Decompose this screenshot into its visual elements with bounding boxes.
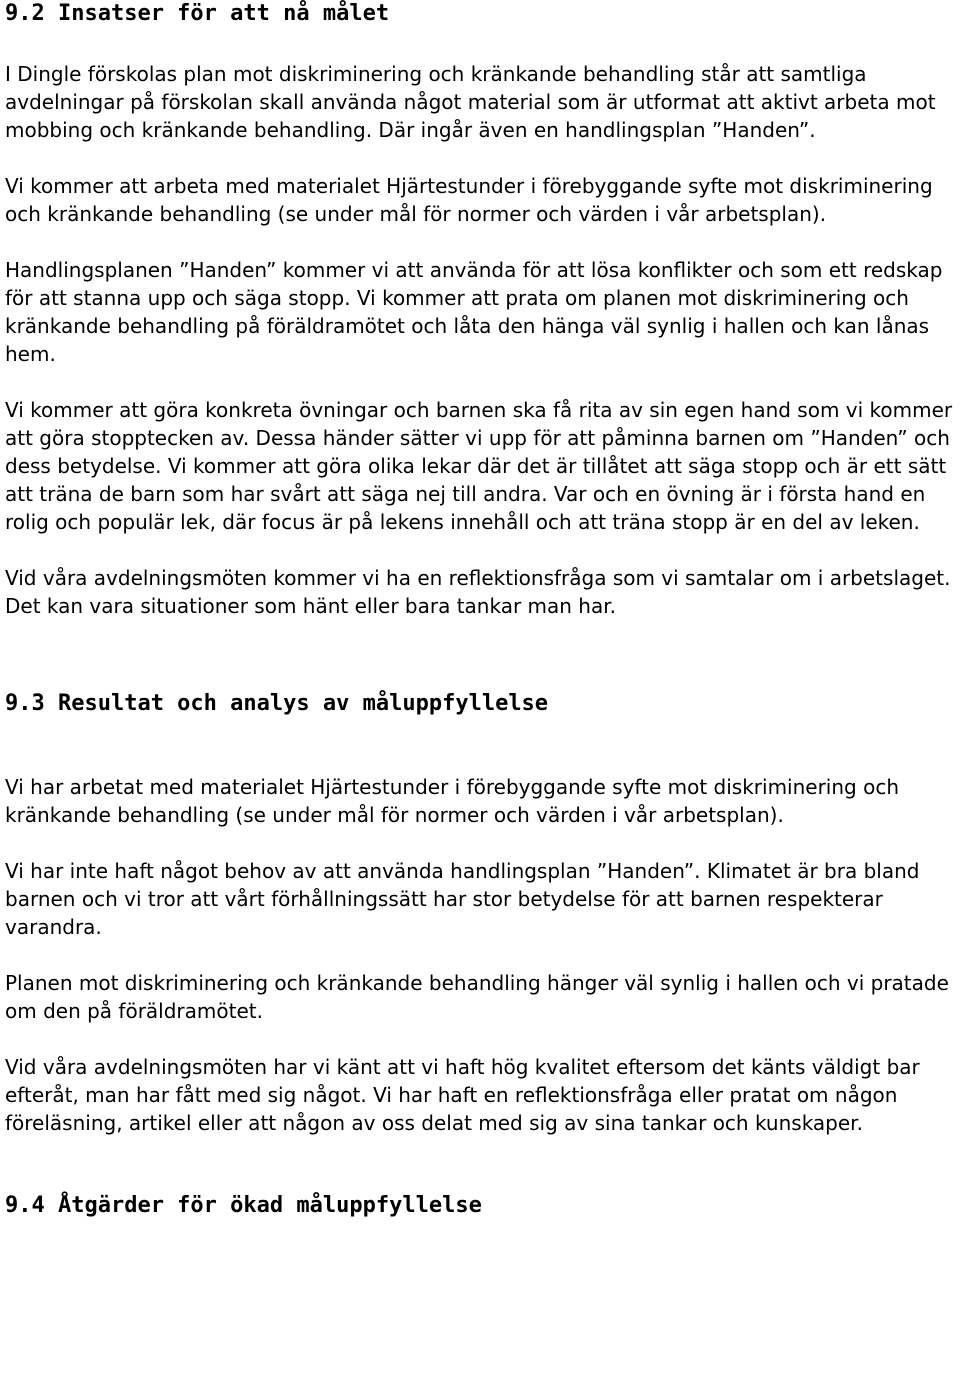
paragraph: Handlingsplanen ”Handen” kommer vi att använda för att lösa konflikter och som ett redskap för att stanna upp och säga stopp. Vi kommer att prata om planen mot diskriminering och kränkande behandling på föräldramötet och låta den hänga väl synlig i hallen och kan lånas hem. — [5, 258, 943, 366]
section-heading-9-4: 9.4 Åtgärder för ökad måluppfyllelse — [5, 1193, 482, 1218]
paragraph: Vi kommer att arbeta med materialet Hjärtestunder i förebyggande syfte mot diskriminering och kränkande behandling (se under mål för normer och värden i vår arbetsplan). — [5, 174, 933, 226]
paragraph: Vi har inte haft något behov av att använda handlingsplan ”Handen”. Klimatet är bra bland barnen och vi tror att vårt förhållningssätt har stor betydelse för att barnen respekterar varandra. — [5, 859, 920, 939]
paragraph: Vid våra avdelningsmöten kommer vi ha en reflektionsfråga som vi samtalar om i arbetslaget. Det kan vara situationer som hänt eller bara tankar man har. — [5, 566, 951, 618]
paragraph: Vid våra avdelningsmöten har vi känt att vi haft hög kvalitet eftersom det känts väldigt bar efteråt, man har fått med sig något. Vi har haft en reflektionsfråga eller pratat om någon föreläsning, artikel eller att någon av oss delat med sig av sina tankar och kunskaper. — [5, 1055, 920, 1135]
paragraph: Planen mot diskriminering och kränkande behandling hänger väl synlig i hallen och vi pratade om den på föräldramötet. — [5, 971, 949, 1023]
section-heading-9-3: 9.3 Resultat och analys av måluppfyllelse — [5, 691, 549, 716]
section-body-9-3 — [5, 773, 955, 1137]
paragraph: I Dingle förskolas plan mot diskriminering och kränkande behandling står att samtliga avdelningar på förskolan skall använda något material som är utformat att aktivt arbeta mot mobbing och kränkande behandling. Där ingår även en handlingsplan ”Handen”. — [5, 62, 936, 142]
paragraph: Vi har arbetat med materialet Hjärtestunder i förebyggande syfte mot diskriminering och kränkande behandling (se under mål för normer och värden i vår arbetsplan). — [5, 775, 900, 827]
section-body-9-2 — [5, 60, 955, 620]
paragraph: Vi kommer att göra konkreta övningar och barnen ska få rita av sin egen hand som vi kommer att göra stopptecken av. Dessa händer sätter vi upp för att påminna barnen om ”Handen” och dess betydelse. Vi kommer att göra olika lekar där det är tillåtet att säga stopp och är ett sätt att träna de barn som har svårt att säga nej till andra. Var och en övning är i första hand en rolig och populär lek, där focus är på lekens innehåll och att träna stopp är en del av leken. — [5, 398, 953, 534]
document-page — [5, 0, 955, 1220]
section-heading-9-2: 9.2 Insatser för att nå målet — [5, 1, 390, 26]
